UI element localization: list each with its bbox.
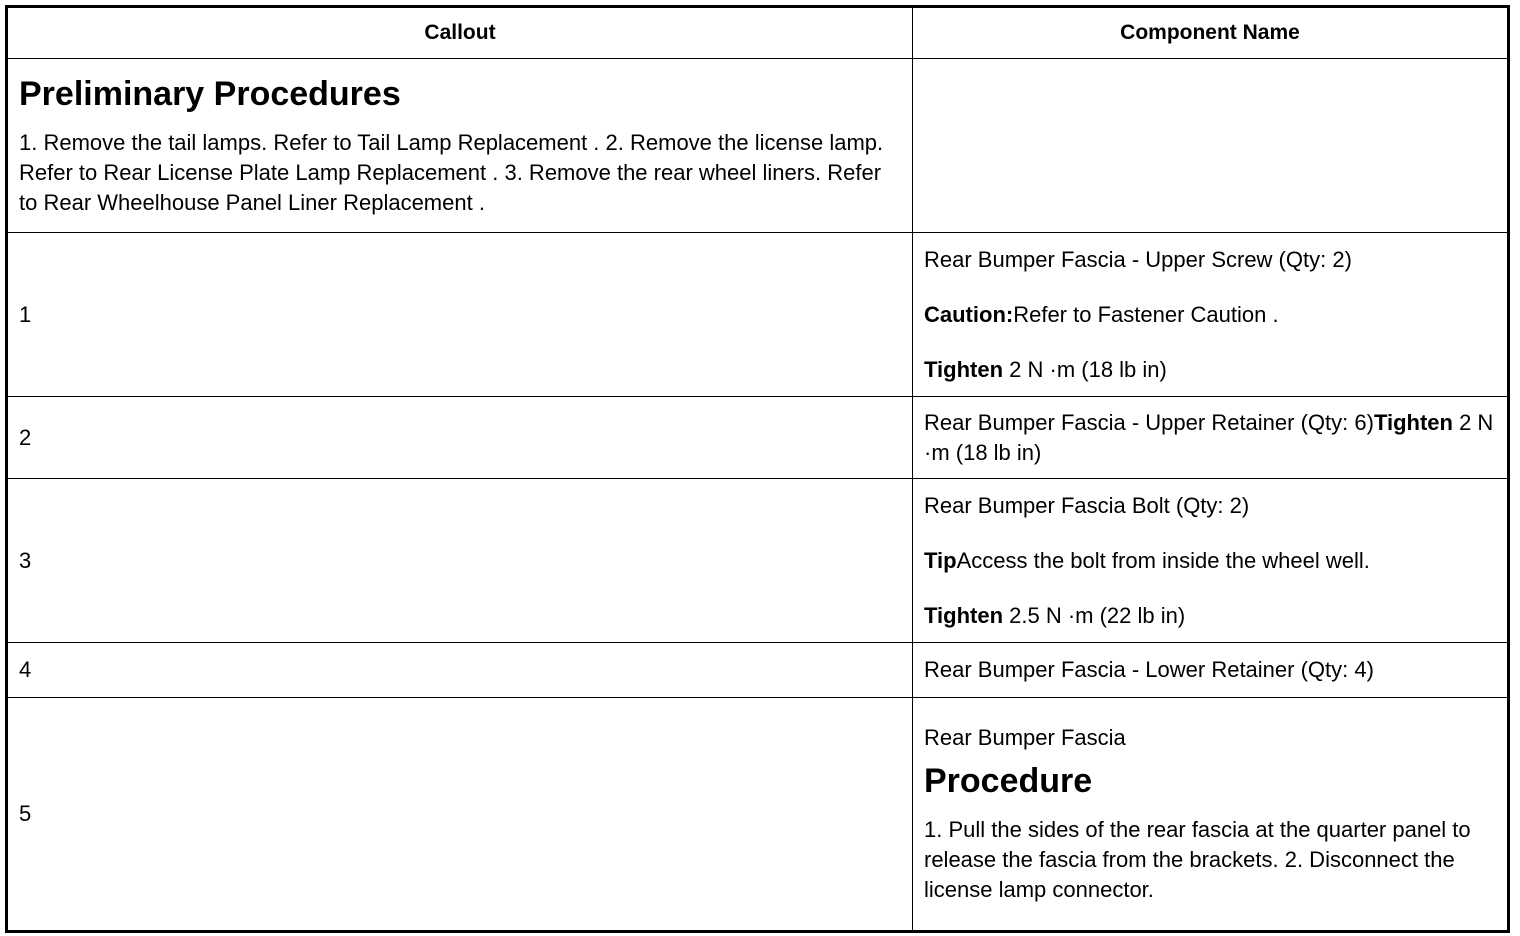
preliminary-heading: Preliminary Procedures	[19, 74, 401, 113]
procedure-heading: Procedure	[924, 762, 1093, 800]
tip-text: Access the bolt from inside the wheel well.	[956, 547, 1370, 573]
table-row	[7, 397, 1509, 479]
callout-cell: 1	[7, 233, 913, 397]
component-table	[5, 5, 1510, 933]
header-component-name: Component Name	[913, 7, 1509, 59]
component-name: Rear Bumper Fascia - Lower Retainer (Qty: 4)	[924, 657, 1374, 682]
component-name: Rear Bumper Fascia - Upper Screw (Qty: 2)	[924, 246, 1352, 272]
procedure-text: 1. Pull the sides of the rear fascia at the quarter panel to release the fascia from the brackets. 2. Disconnect the license lamp connector.	[924, 817, 1471, 902]
component-cell	[913, 643, 1509, 698]
callout-cell: 3	[7, 479, 913, 643]
table-row-preliminary	[7, 59, 1509, 233]
caution-line	[924, 300, 1496, 330]
tighten-line	[924, 355, 1496, 385]
preliminary-cell	[7, 59, 913, 233]
table-row	[7, 233, 1509, 397]
caution-text: Refer to Fastener Caution .	[1013, 301, 1279, 327]
component-cell	[913, 479, 1509, 643]
tighten-label: Tighten	[924, 602, 1004, 628]
component-name: Rear Bumper Fascia	[924, 725, 1126, 750]
tighten-value: 2 N ·m (18 lb in)	[1003, 356, 1167, 382]
component-cell	[913, 698, 1509, 932]
callout-cell: 4	[7, 643, 913, 698]
table-row	[7, 698, 1509, 932]
component-name: Rear Bumper Fascia - Upper Retainer (Qty: 6)	[924, 409, 1374, 435]
tip-line	[924, 546, 1496, 576]
table-row	[7, 479, 1509, 643]
caution-label: Caution:	[924, 301, 1014, 327]
component-name: Rear Bumper Fascia Bolt (Qty: 2)	[924, 492, 1250, 518]
tighten-value: 2 N ·m (18 lb in)	[924, 409, 1494, 465]
component-cell	[913, 397, 1509, 479]
tighten-label: Tighten	[924, 356, 1004, 382]
callout-cell: 5	[7, 698, 913, 932]
tighten-label: Tighten	[1373, 409, 1453, 435]
callout-cell: 2	[7, 397, 913, 479]
component-cell	[913, 233, 1509, 397]
component-name-line	[924, 408, 1496, 468]
preliminary-text: 1. Remove the tail lamps. Refer to Tail Lamp Replacement . 2. Remove the license lamp. Refer to Rear License Plate Lamp Replacement . 3. Remove the rear wheel liners. Refer to Rear Wheelhouse Panel Liner Replacement .	[19, 129, 884, 215]
table-row	[7, 643, 1509, 698]
preliminary-empty-cell	[913, 59, 1509, 233]
tip-label: Tip	[924, 547, 957, 573]
table-header-row	[7, 7, 1509, 59]
tighten-line	[924, 601, 1496, 631]
tighten-value: 2.5 N ·m (22 lb in)	[1003, 602, 1186, 628]
header-callout: Callout	[7, 7, 913, 59]
